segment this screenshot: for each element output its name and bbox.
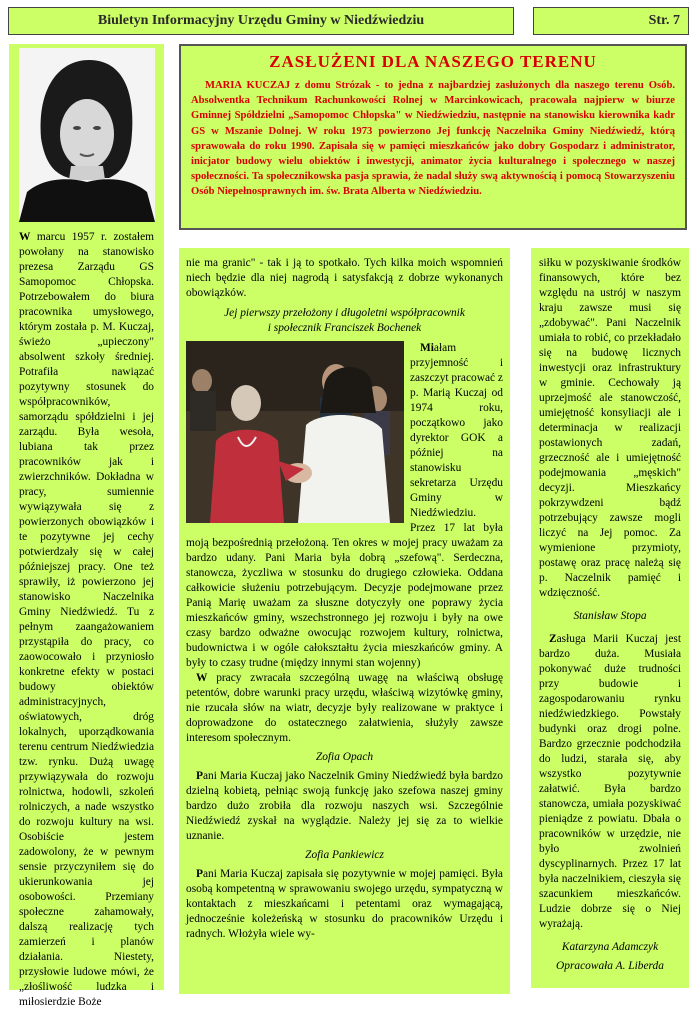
mid-paragraph-5 [186,867,503,942]
signature-adamczyk: Katarzyna Adamczyk [561,941,659,953]
right-p2-text: asługa Marii Kuczaj jest bardzo duża. Musiała pokonywać duże trudności przy budowie i zagospodarowaniu rynku niedźwiedzkiego. Powstały budynki oraz drogi polne. Bardzo grzecznie podchodziła do ludzi, starała się, aby wszystko pozytywnie załatwić. Była bardzo stanowcza, umiała pozyskiwać pieniądze z powiatu. Dbała o pracowników w urzędzie, nie było zwolnień dyscyplinarnych. Przez 17 lat była naczelnikiem, cieszyła się szacunkiem mieszkańców. Ludzie dobrze się o Niej wyrażają. [539,633,681,930]
mid-p3-lead: W [196,672,208,684]
headline-box [179,44,687,230]
compiled-by: Opracowała A. Liberda [556,960,664,972]
left-lead-letter: W [19,231,31,243]
article-title: ZASŁUŻENI DLA NASZEGO TERENU [269,52,597,71]
signature-pankiewicz: Zofia Pankiewicz [305,849,384,861]
mid-p5-text: ani Maria Kuczaj zapisała się pozytywnie w mojej pamięci. Była osobą kompetentną w sprawowaniu swojego urzędu, sympatyczną w kontaktach z mieszkańcami i petentami oraz wymagającą, jednocześnie koleżeńską w stosunku do pracowników Urzędu i radnych. Włożyła wiele wy- [186,868,503,940]
mid-p2-lead: Mi [420,342,434,354]
bulletin-title: Biuletyn Informacyjny Urzędu Gminy w Niedźwiedziu [8,7,514,35]
mid-paragraph-1: nie ma granic" - tak i ją to spotkało. Tych kilka moich wspomnień niech będzie dla niej nagrodą i satysfakcją z dobrze wykonanych obowiązków. [186,257,503,299]
article-intro: MARIA KUCZAJ z domu Strózak - to jedna z najbardziej zasłużonych dla naszego terenu Osób. Absolwentka Technikum Rachunkowości Rolnej w Marcinkowicach, pracowała najpierw w biurze Gminnej Spółdzielni „Samopomoc Chłopska" w Niedźwiedziu, następnie na stanowisku kierownika kadr GS w Mszanie Dolnej. W roku 1973 powierzono Jej funkcję Naczelnika Gminy Niedźwiedź, którą sprawowała do roku 1990. Zapisała się w pamięci mieszkańców jako dobry Gospodarz i administrator, inicjator budowy wielu obiektów i inwestycji, animator życia kulturalnego i społecznego w naszej społeczności. Ta społecznikowska pasja sprawia, że nadal służy swą aktywnością i pomocą Stowarzyszeniu Osób Niepełnosprawnych im. św. Brata Alberta w Niedźwiedziu. [191,80,675,198]
portrait-image [19,48,155,222]
left-text: marcu 1957 r. zostałem powołany na stanowisko prezesa Zarządu GS Samopomoc Chłopska. Potrzebowałem do biura pracownika umysłowego, którym została p. M. Kuczaj, świeżo „upieczony" absolwent szkoły średniej. Potrafiła nawiązać pozytywny stosunek do współpracowników, samorządu spółdzielni i jej zarządu. Była wesoła, lubiana tak przez pracowników jak i zwierzchników. Dokładna w pracy, sumiennie wywiązywała się z powierzonych obowiązków i te pozytywne jej cechy potwierdzały się w całej późniejszej pracy. One też sprawiły, iż powierzono jej stanowisko Naczelnika Gminy Niedźwiedź. Tu z pełnym zaangażowaniem przystąpiła do pracy, co zaowocowało i przyniosło konkretne efekty w postaci budowy obiektów administracyjnych, oświatowych, dróg lokalnych, uporządkowania terenu centrum Niedźwiedzia tzw. rynku. Dużą uwagę przywiązywała do rozwoju rolnictwa, hodowli, szkoleń rolniczych, a nade wszystko do rozwoju kultury na wsi. Osobiście jestem zadowolony, że w pewnym sensie przyczyniłem się do ukierunkowania jej osobowości. Przemiany społeczne zahamowały, dalszą realizację tych zamierzeń i planów działania. Niestety, przysłowie ludowe mówi, że „złośliwość ludzka i miłosierdzie Boże [19,231,154,1008]
mid-p5-lead: P [196,868,203,880]
right-paragraph-1: siłku w pozyskiwanie środków finansowych, które bez względu na ustrój w naszym kraju zawsze musi się „zdobywać". Pani Naczelnik umiała to robić, co przekładało się na budowę licznych inwestycji oraz infrastruktury w gminie. Cechowały ją uprzejmość ale stanowczość, umiejętność konsyliacji ale i determinacja w realizacji postawionych zadań, grzeczność ale i umiejętność podejmowania „męskich" decyzji. Mieszkańcy pokrzywdzeni bądź potrzebujący zawsze mogli liczyć na Jej pomoc. Za wymienione przymioty, postawę oraz pracę należą się p. Naczelnik pamięć i wdzięczność. [539,257,681,599]
mid-p4-text: ani Maria Kuczaj jako Naczelnik Gminy Niedźwiedź była bardzo dzielną kobietą, pełniąc swoją funkcję jako szefowa naszej gminy bardzo dużo zrobiła dla rozwoju naszych wsi. Szczególnie Niedźwiedź zyskał na wyglądzie. Należy jej się za to wielkie uznanie. [186,770,503,842]
left-paragraph [19,230,154,1010]
page-number: Str. 7 [533,7,689,35]
right-p2-lead: Z [549,633,557,645]
mid-paragraph-4 [186,769,503,844]
portrait-photo [19,48,155,222]
mid-quote-line-2: i społecznik Franciszek Bochenek [267,322,422,334]
signature-opach: Zofia Opach [315,751,374,763]
left-column [9,44,164,1008]
mid-p4-lead: P [196,770,203,782]
middle-column [179,248,510,994]
mid-paragraph-3 [186,671,503,746]
event-photo [186,341,404,523]
dancing-photo-image [186,341,404,523]
mid-p3-text: pracy zwracała szczególną uwagę na właściwą obsługę petentów, dobre warunki pracy urzędu, właściwą wizytówkę gminy, nie rzucała słów na wiatr, decyzje były realizowane w praktyce i doprowadzone do ostatecznego załatwienia, służyły zawsze interesom społecznym. [186,672,503,744]
signature-stopa: Stanisław Stopa [573,610,647,622]
right-column [531,248,689,988]
mid-p2-text: ałam przyjemność i zaszczyt pracować z p. Marią Kuczaj od 1974 roku, początkowo jako dyrektor GOK a później na stanowisku sekretarza Urzędu Gminy w Niedźwiedziu. Przez 17 lat była moją bezpośrednią przełożoną. Ten okres w mojej pracy uważam za bardzo udany. Pani Maria była dobrą „szefową". Serdeczna, stanowcza, życzliwa w stosunku do drugiego człowieka. Oddana całkowicie służeniu potrzebującym. Decyzje podejmowane przez Panią Marię uważam za słuszne dotyczyły one poprawy życia mieszkańców gminy, wszechstronnego jej rozwoju i były na owe czasy bardzo odważne owocując rozwojem kultury, rolnictwa, budownictwa i w ogóle całokształtu życia mieszkańców gminy. A były to czasy trudne (między innymi stan wojenny) [186,342,503,669]
right-paragraph-2 [539,632,681,932]
mid-quote-line-1: Jej pierwszy przełożony i długoletni współpracownik [224,307,465,319]
